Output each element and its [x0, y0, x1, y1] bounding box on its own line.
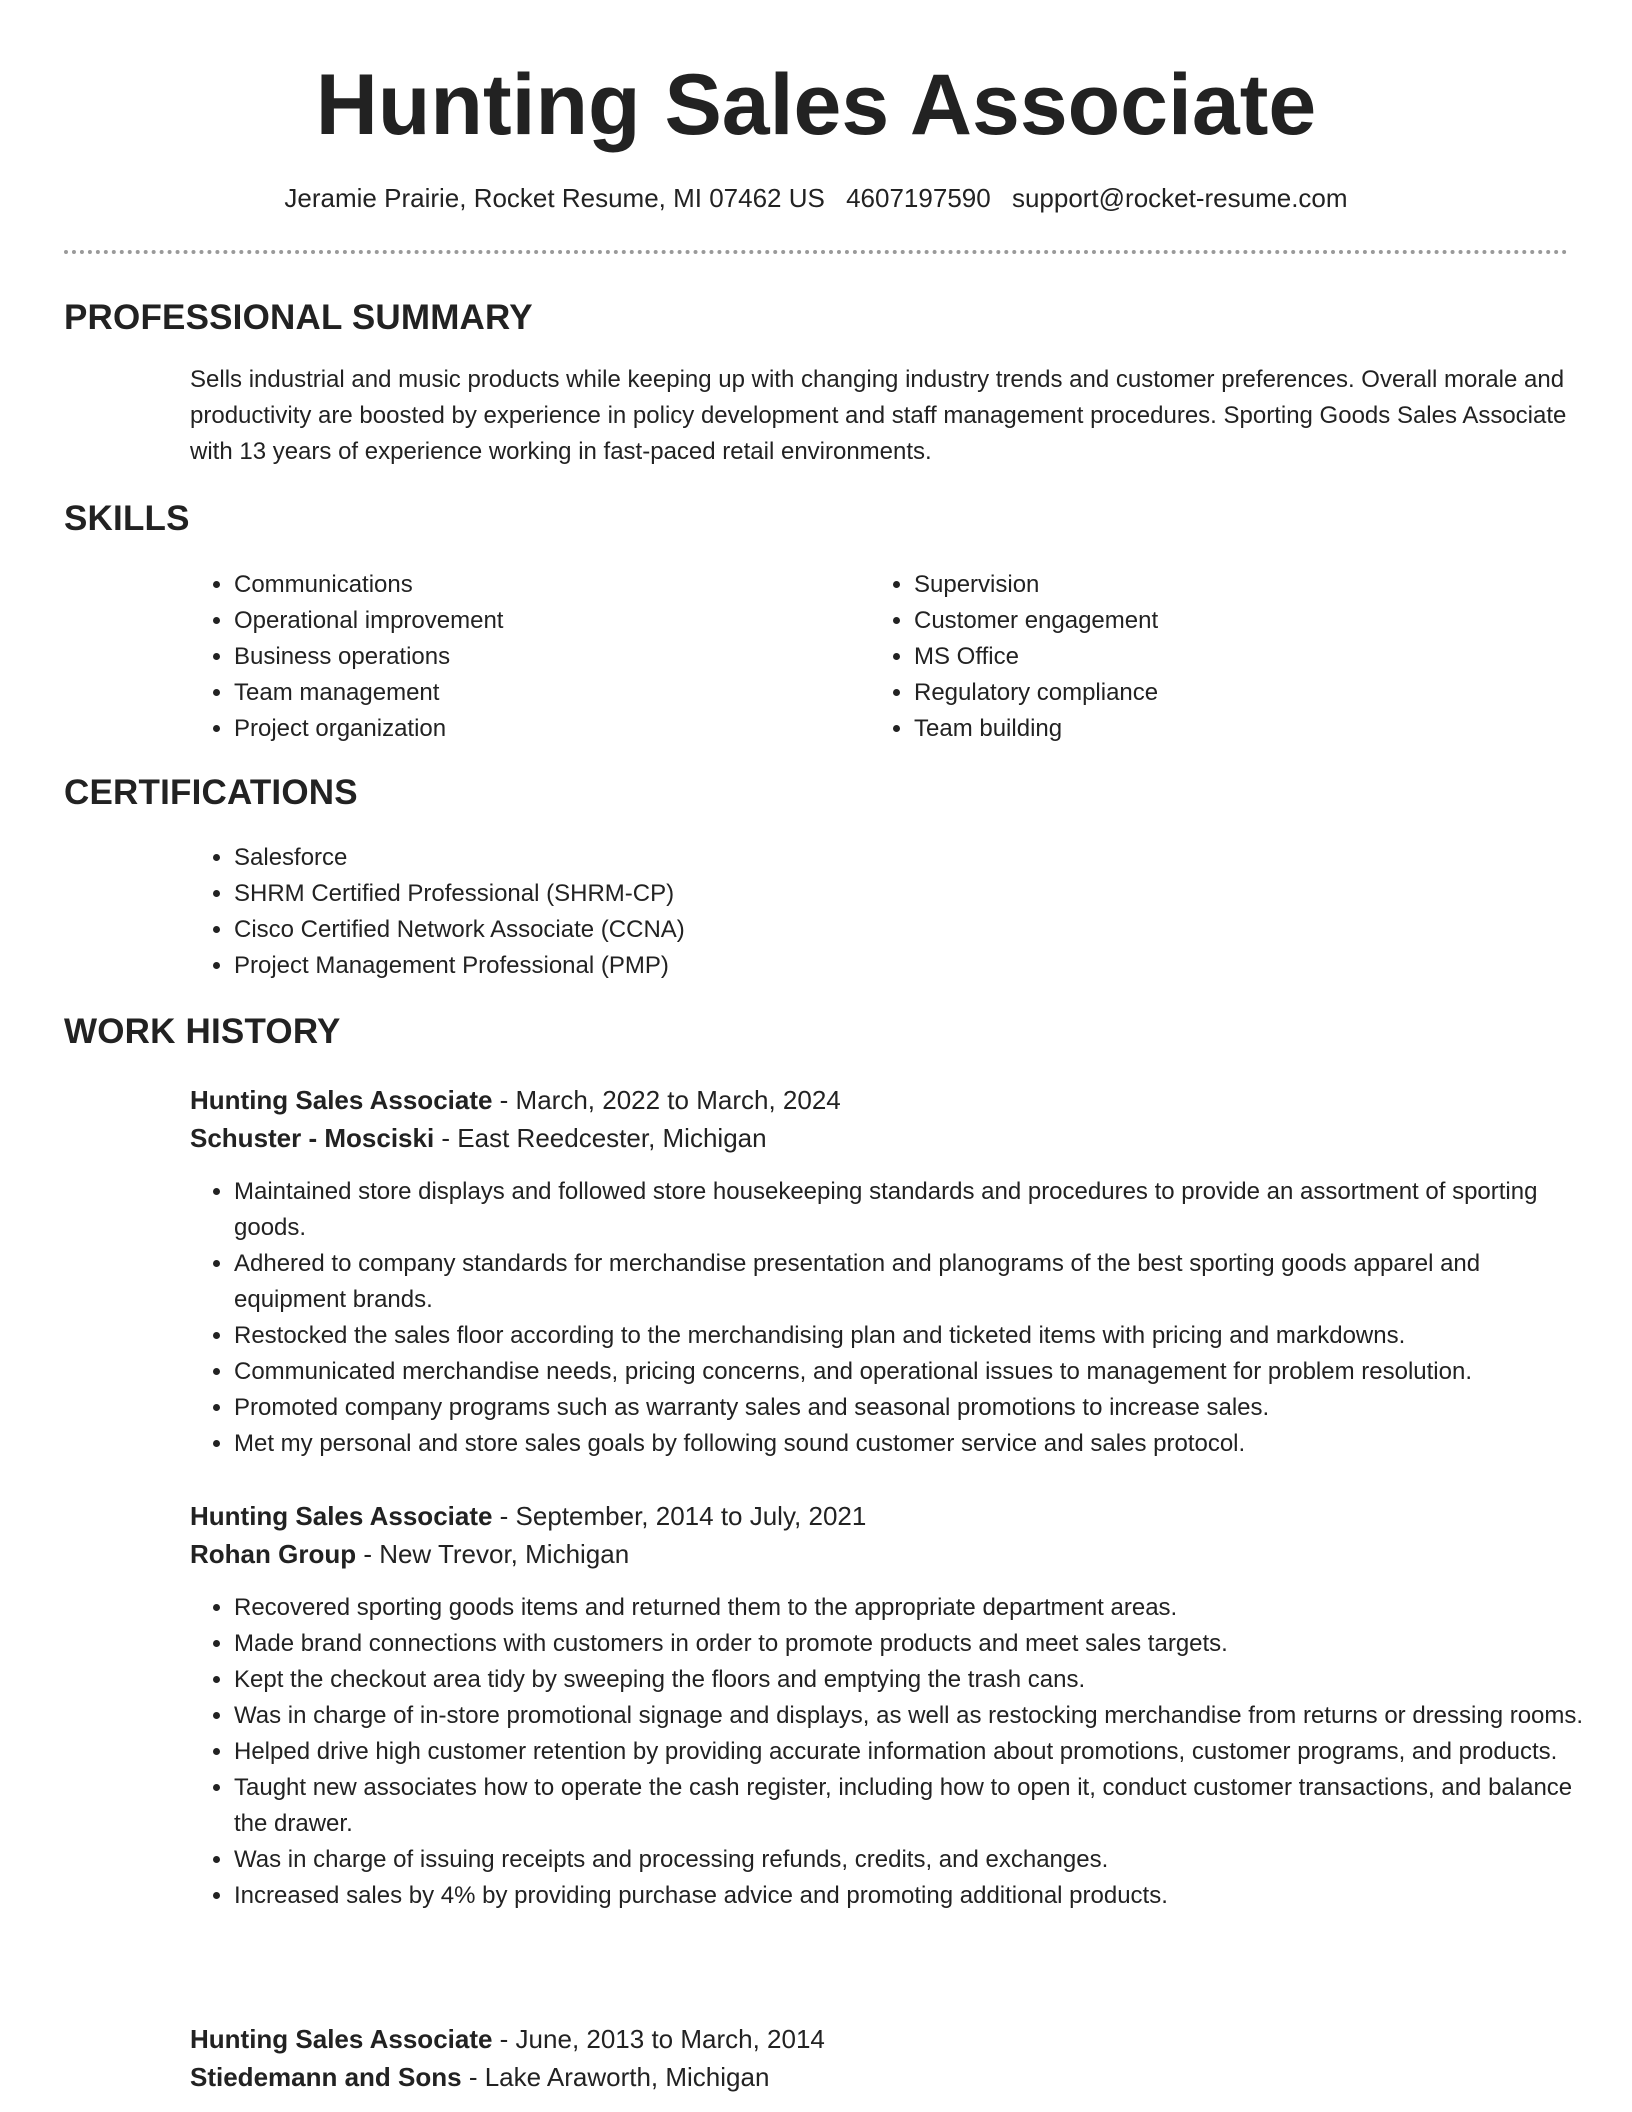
job-title-line: [190, 1081, 841, 1119]
job-role: Hunting Sales Associate: [190, 1501, 493, 1531]
certifications-heading: CERTIFICATIONS: [64, 773, 358, 812]
certifications-list: [190, 840, 1534, 984]
list-item: • Made brand connections with customers in order to promote products and meet sales targets.: [234, 1626, 1594, 1662]
list-item: • Cisco Certified Network Associate (CCNA): [234, 912, 1534, 948]
list-item: • Helped drive high customer retention by providing accurate information about promotions, customer programs, and products.: [234, 1734, 1594, 1770]
list-item: • Business operations: [234, 639, 864, 675]
list-item: • Adhered to company standards for merchandise presentation and planograms of the best sporting goods apparel and equipment brands.: [234, 1246, 1594, 1318]
list-item: • Met my personal and store sales goals by following sound customer service and sales protocol.: [234, 1426, 1594, 1462]
job-company: Stiedemann and Sons: [190, 2062, 462, 2092]
job-location: - New Trevor, Michigan: [356, 1539, 630, 1569]
contact-line: [64, 181, 1568, 215]
list-item: • Communicated merchandise needs, pricing concerns, and operational issues to management for problem resolution.: [234, 1354, 1594, 1390]
skills-list-right: [870, 567, 1554, 747]
list-item: • Promoted company programs such as warranty sales and seasonal promotions to increase sales.: [234, 1390, 1594, 1426]
header-divider: [64, 250, 1568, 254]
job-bullets: [190, 1174, 1594, 1462]
list-item: • Was in charge of issuing receipts and processing refunds, credits, and exchanges.: [234, 1842, 1594, 1878]
summary-text: Sells industrial and music products while keeping up with changing industry trends and customer preferences. Overall morale and productivity are boosted by experience in policy development and staff management procedures. Sporting Goods Sales Associate with 13 years of experience working in fast-paced retail environments.: [190, 366, 1567, 465]
list-item: • Taught new associates how to operate the cash register, including how to open it, conduct customer transactions, and balance the drawer.: [234, 1770, 1594, 1842]
list-item: • SHRM Certified Professional (SHRM-CP): [234, 876, 1534, 912]
list-item: • Regulatory compliance: [914, 675, 1554, 711]
list-item: • Project Management Professional (PMP): [234, 948, 1534, 984]
list-item: • Increased sales by 4% by providing purchase advice and promoting additional products.: [234, 1878, 1594, 1914]
job-title-line: [190, 2020, 825, 2058]
job-company-line: [190, 2058, 769, 2096]
list-item: • Team management: [234, 675, 864, 711]
job-company: Rohan Group: [190, 1539, 357, 1569]
job-role: Hunting Sales Associate: [190, 2024, 493, 2054]
list-item: • Recovered sporting goods items and returned them to the appropriate department areas.: [234, 1590, 1594, 1626]
list-item: • Salesforce: [234, 840, 1534, 876]
list-item: • Supervision: [914, 567, 1554, 603]
list-item: • Project organization: [234, 711, 864, 747]
job-bullets: [190, 1590, 1594, 1914]
job-location: - Lake Araworth, Michigan: [461, 2062, 770, 2092]
resume-name: Hunting Sales Associate: [315, 57, 1317, 153]
list-item: • Restocked the sales floor according to the merchandising plan and ticketed items with pricing and markdowns.: [234, 1318, 1594, 1354]
list-item: • Kept the checkout area tidy by sweeping the floors and emptying the trash cans.: [234, 1662, 1594, 1698]
list-item: • Operational improvement: [234, 603, 864, 639]
list-item: • Team building: [914, 711, 1554, 747]
job-title-line: [190, 1497, 866, 1535]
job-location: - East Reedcester, Michigan: [434, 1123, 767, 1153]
list-item: • Was in charge of in-store promotional signage and displays, as well as restocking merchandise from returns or dressing rooms.: [234, 1698, 1594, 1734]
contact-email: support@rocket-resume.com: [1011, 183, 1348, 213]
job-role: Hunting Sales Associate: [190, 1085, 493, 1115]
list-item: • MS Office: [914, 639, 1554, 675]
list-item: • Customer engagement: [914, 603, 1554, 639]
list-item: • Communications: [234, 567, 864, 603]
job-dates: - September, 2014 to July, 2021: [492, 1501, 867, 1531]
job-company: Schuster - Mosciski: [190, 1123, 435, 1153]
job-dates: - March, 2022 to March, 2024: [492, 1085, 841, 1115]
work-history-heading: WORK HISTORY: [64, 1012, 341, 1051]
job-dates: - June, 2013 to March, 2014: [492, 2024, 825, 2054]
skills-list-left: [190, 567, 864, 747]
contact-address: Jeramie Prairie, Rocket Resume, MI 07462 US: [284, 183, 825, 213]
list-item: • Maintained store displays and followed store housekeeping standards and procedures to provide an assortment of sporting goods.: [234, 1174, 1594, 1246]
job-company-line: [190, 1535, 629, 1573]
job-company-line: [190, 1119, 767, 1157]
summary-heading: PROFESSIONAL SUMMARY: [64, 298, 533, 337]
skills-heading: SKILLS: [64, 499, 190, 538]
contact-phone: 4607197590: [846, 183, 991, 213]
